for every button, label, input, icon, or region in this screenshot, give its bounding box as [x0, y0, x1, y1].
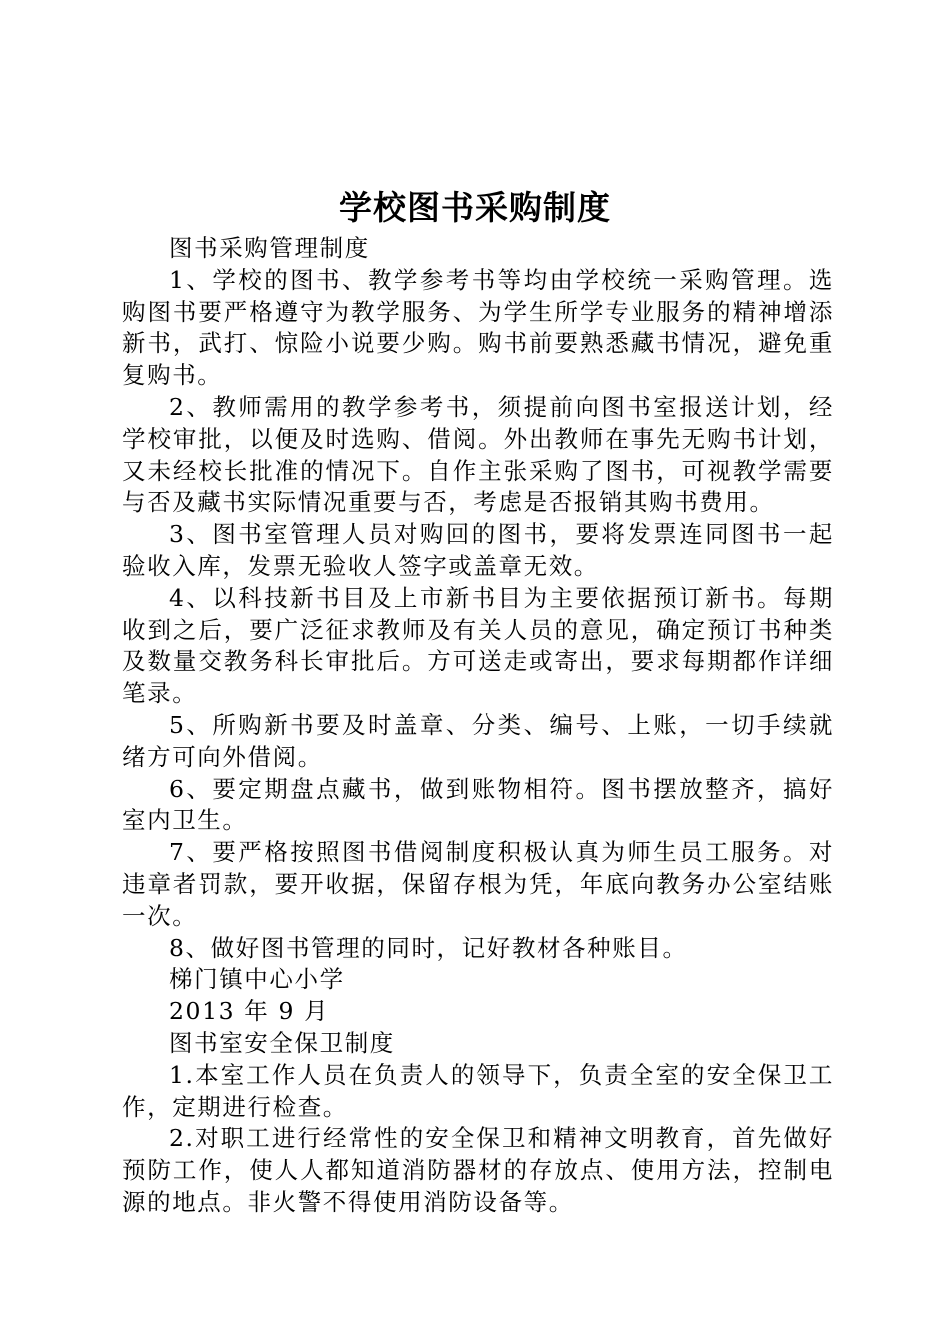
paragraph-item-2: 2、教师需用的教学参考书，须提前向图书室报送计划，经学校审批，以便及时选购、借阅。外出教师在事先无购书计划，又未经校长批准的情况下。自作主张采购了图书，可视教学需要与否及藏书实际情况重要与否，考虑是否报销其购书费用。 — [122, 392, 834, 517]
paragraph-item-8: 8、做好图书管理的同时，记好教材各种账目。 — [169, 933, 688, 962]
paragraph-date: 2013 年 9 月 — [169, 997, 330, 1026]
paragraph-item-5: 5、所购新书要及时盖章、分类、编号、上账，一切手续就绪方可向外借阅。 — [122, 710, 834, 771]
paragraph-item-1: 1、学校的图书、教学参考书等均由学校统一采购管理。选购图书要严格遵守为教学服务、为学生所学专业服务的精神增添新书，武打、惊险小说要少购。购书前要熟悉藏书情况，避免重复购书。 — [122, 265, 834, 390]
paragraph-section-heading-2: 图书室安全保卫制度 — [169, 1028, 395, 1057]
paragraph-section-heading: 图书采购管理制度 — [169, 234, 370, 262]
document-title: 学校图书采购制度 — [339, 188, 611, 227]
paragraph-rule-2: 2.对职工进行经常性的安全保卫和精神文明教育，首先做好预防工作，使人人都知道消防器材的存放点、使用方法，控制电源的地点。非火警不得使用消防设备等。 — [122, 1124, 834, 1216]
document-body — [122, 233, 834, 1219]
paragraph-school-name: 梯门镇中心小学 — [169, 965, 345, 994]
paragraph-rule-1: 1.本室工作人员在负责人的领导下，负责全室的安全保卫工作，定期进行检查。 — [122, 1060, 834, 1121]
paragraph-item-6: 6、要定期盘点藏书，做到账物相符。图书摆放整齐，搞好室内卫生。 — [122, 774, 834, 835]
paragraph-item-7: 7、要严格按照图书借阅制度积极认真为师生员工服务。对违章者罚款，要开收据，保留存根为凭，年底向教务办公室结账一次。 — [122, 838, 834, 930]
paragraph-item-3: 3、图书室管理人员对购回的图书，要将发票连同图书一起验收入库，发票无验收人签字或盖章无效。 — [122, 520, 834, 580]
paragraph-item-4: 4、以科技新书目及上市新书目为主要依据预订新书。每期收到之后，要广泛征求教师及有关人员的意见，确定预订书种类及数量交教务科长审批后。方可送走或寄出，要求每期都作详细笔录。 — [122, 583, 834, 708]
